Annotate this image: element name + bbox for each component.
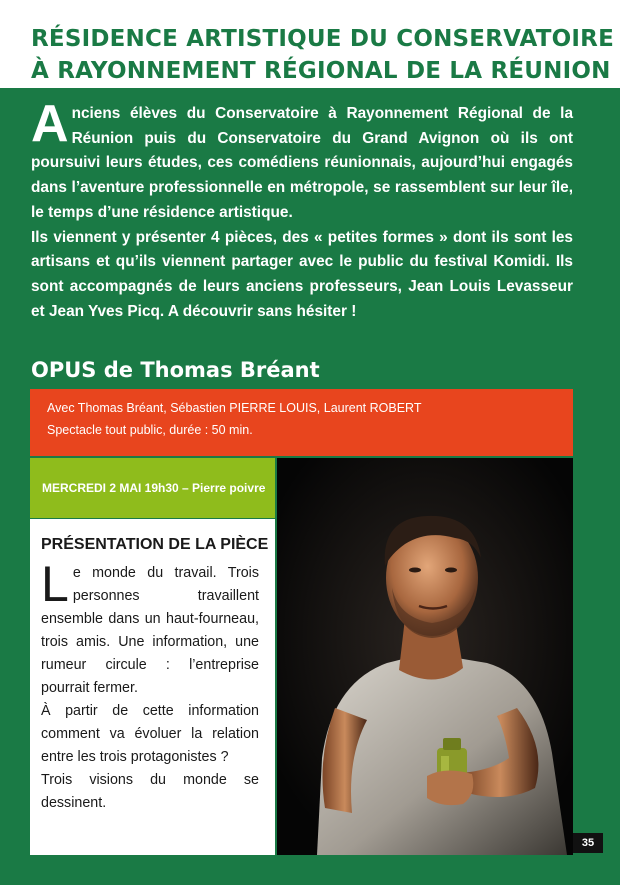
actor-illustration bbox=[277, 458, 573, 855]
page-title-line-1: RÉSIDENCE ARTISTIQUE DU CONSERVATOIRE bbox=[31, 26, 614, 52]
intro-paragraph-2: Ils viennent y présenter 4 pièces, des « petites formes » dont ils sont les artisans et qu’ils viennent partager avec le public du festival Komidi. Ils sont accompagnés de leurs anciens professeurs, Jean Louis Levasseur et Jean Yves Picq. A découvrir sans hésiter ! bbox=[31, 228, 573, 320]
date-box bbox=[30, 458, 275, 518]
presentation-paragraph-3: Trois visions du monde se dessinent. bbox=[41, 772, 259, 811]
presentation-box bbox=[30, 519, 275, 855]
intro-paragraph-1 bbox=[31, 95, 573, 226]
audience-line: Spectacle tout public, durée : 50 min. bbox=[47, 423, 253, 437]
show-date: MERCREDI 2 MAI 19h30 – Pierre poivre bbox=[42, 481, 266, 495]
presentation-text bbox=[41, 556, 259, 815]
presentation-dropcap: L bbox=[41, 556, 69, 612]
intro-dropcap: A bbox=[31, 95, 69, 153]
cast-box bbox=[30, 389, 573, 456]
show-title: OPUS de Thomas Bréant bbox=[31, 358, 320, 382]
presentation-heading: PRÉSENTATION DE LA PIÈCE bbox=[41, 536, 269, 553]
intro-text bbox=[31, 95, 573, 324]
page-title-line-2: À RAYONNEMENT RÉGIONAL DE LA RÉUNION bbox=[31, 58, 611, 84]
actor-photo bbox=[277, 458, 573, 855]
page-number: 35 bbox=[573, 833, 603, 853]
intro-paragraph-1-text: nciens élèves du Conservatoire à Rayonnement Régional de la Réunion puis du Conservatoire du Grand Avignon où ils ont poursuivi leurs études, ces comédiens réunionnais, aujourd’hui engagés dans l’aventure professionnelle en métropole, se rassemblent sur leur île, le temps d’une résidence artistique. bbox=[31, 105, 573, 221]
presentation-paragraph-2: À partir de cette information comment va évoluer la relation entre les trois protagonistes ? bbox=[41, 703, 259, 765]
presentation-paragraph-1-text: e monde du travail. Trois personnes travaillent ensemble dans un haut-fourneau, trois amis. Une information, une rumeur circule : l’entreprise pourrait fermer. bbox=[41, 565, 259, 696]
presentation-paragraph-1 bbox=[41, 556, 259, 700]
page-header bbox=[0, 0, 620, 88]
cast-line: Avec Thomas Bréant, Sébastien PIERRE LOUIS, Laurent ROBERT bbox=[47, 401, 422, 415]
